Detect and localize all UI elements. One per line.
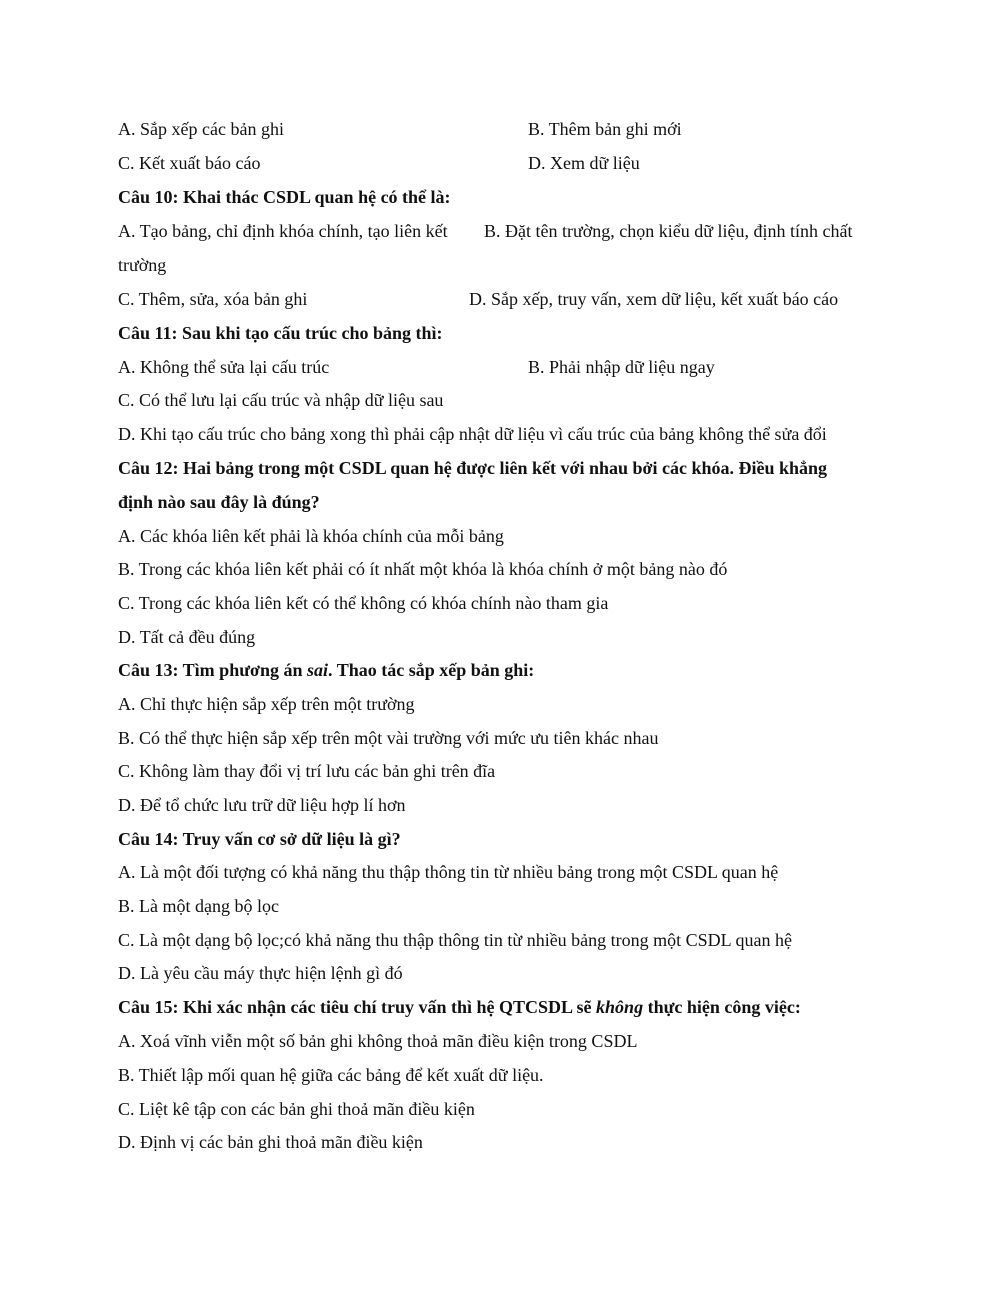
q12-option-a: A. Các khóa liên kết phải là khóa chính của mỗi bảng [118, 526, 504, 546]
q13-option-d: D. Để tổ chức lưu trữ dữ liệu hợp lí hơn [118, 795, 406, 815]
q12-option-b: B. Trong các khóa liên kết phải có ít nhất một khóa là khóa chính ở một bảng nào đó [118, 559, 728, 579]
q14-option-a: A. Là một đối tượng có khả năng thu thập thông tin từ nhiều bảng trong một CSDL quan hệ [118, 862, 779, 882]
q15-title [118, 996, 801, 1018]
q13-title [118, 659, 534, 681]
q15-option-d: D. Định vị các bản ghi thoả mãn điều kiện [118, 1132, 423, 1152]
q14-option-d: D. Là yêu cầu máy thực hiện lệnh gì đó [118, 963, 403, 983]
q15-title-prefix: Câu 15: Khi xác nhận các tiêu chí truy vấn thì hệ QTCSDL sẽ [118, 997, 597, 1017]
q13-option-a: A. Chỉ thực hiện sắp xếp trên một trường [118, 694, 415, 714]
q10-option-b-continued: trường [118, 255, 167, 275]
q10-title: Câu 10: Khai thác CSDL quan hệ có thể là: [118, 187, 451, 207]
q11-title: Câu 11: Sau khi tạo cấu trúc cho bảng thì: [118, 323, 443, 343]
q12-option-d: D. Tất cả đều đúng [118, 627, 256, 647]
q15-option-c: C. Liệt kê tập con các bản ghi thoả mãn điều kiện [118, 1099, 475, 1119]
q15-option-b: B. Thiết lập mối quan hệ giữa các bảng để kết xuất dữ liệu. [118, 1065, 544, 1085]
q9-option-d: D. Xem dữ liệu [528, 153, 640, 173]
q13-title-emphasis: sai [307, 660, 329, 680]
q11-option-b: B. Phải nhập dữ liệu ngay [528, 357, 715, 377]
q14-option-b: B. Là một dạng bộ lọc [118, 896, 279, 916]
q12-title: Câu 12: Hai bảng trong một CSDL quan hệ được liên kết với nhau bởi các khóa. Điều khẳng [118, 458, 828, 478]
q15-title-suffix: thực hiện công việc: [643, 997, 801, 1017]
q13-option-c: C. Không làm thay đổi vị trí lưu các bản ghi trên đĩa [118, 761, 496, 781]
q11-option-a: A. Không thể sửa lại cấu trúc [118, 357, 330, 377]
q12-title-continued: định nào sau đây là đúng? [118, 492, 320, 512]
q10-option-a: A. Tạo bảng, chỉ định khóa chính, tạo liên kết [118, 221, 448, 241]
q10-option-c: C. Thêm, sửa, xóa bản ghi [118, 289, 308, 309]
q13-option-b: B. Có thể thực hiện sắp xếp trên một vài trường với mức ưu tiên khác nhau [118, 728, 659, 748]
q9-option-c: C. Kết xuất báo cáo [118, 153, 261, 173]
q9-option-a: A. Sắp xếp các bản ghi [118, 119, 284, 139]
q15-option-a: A. Xoá vĩnh viễn một số bản ghi không thoả mãn điều kiện trong CSDL [118, 1031, 638, 1051]
q14-title: Câu 14: Truy vấn cơ sở dữ liệu là gì? [118, 829, 401, 849]
q15-title-emphasis: không [596, 997, 644, 1017]
q12-option-c: C. Trong các khóa liên kết có thể không có khóa chính nào tham gia [118, 593, 609, 613]
q11-option-d: D. Khi tạo cấu trúc cho bảng xong thì phải cập nhật dữ liệu vì cấu trúc của bảng không thể sửa đổi [118, 424, 827, 444]
q9-option-b: B. Thêm bản ghi mới [528, 119, 682, 139]
q14-option-c: C. Là một dạng bộ lọc;có khả năng thu thập thông tin từ nhiều bảng trong một CSDL quan hệ [118, 930, 792, 950]
q10-option-d: D. Sắp xếp, truy vấn, xem dữ liệu, kết xuất báo cáo [469, 289, 839, 309]
q13-title-prefix: Câu 13: Tìm phương án [118, 660, 307, 680]
q11-option-c: C. Có thể lưu lại cấu trúc và nhập dữ liệu sau [118, 390, 444, 410]
q13-title-suffix: . Thao tác sắp xếp bản ghi: [328, 660, 535, 680]
q10-option-b: B. Đặt tên trường, chọn kiểu dữ liệu, định tính chất [484, 221, 853, 241]
